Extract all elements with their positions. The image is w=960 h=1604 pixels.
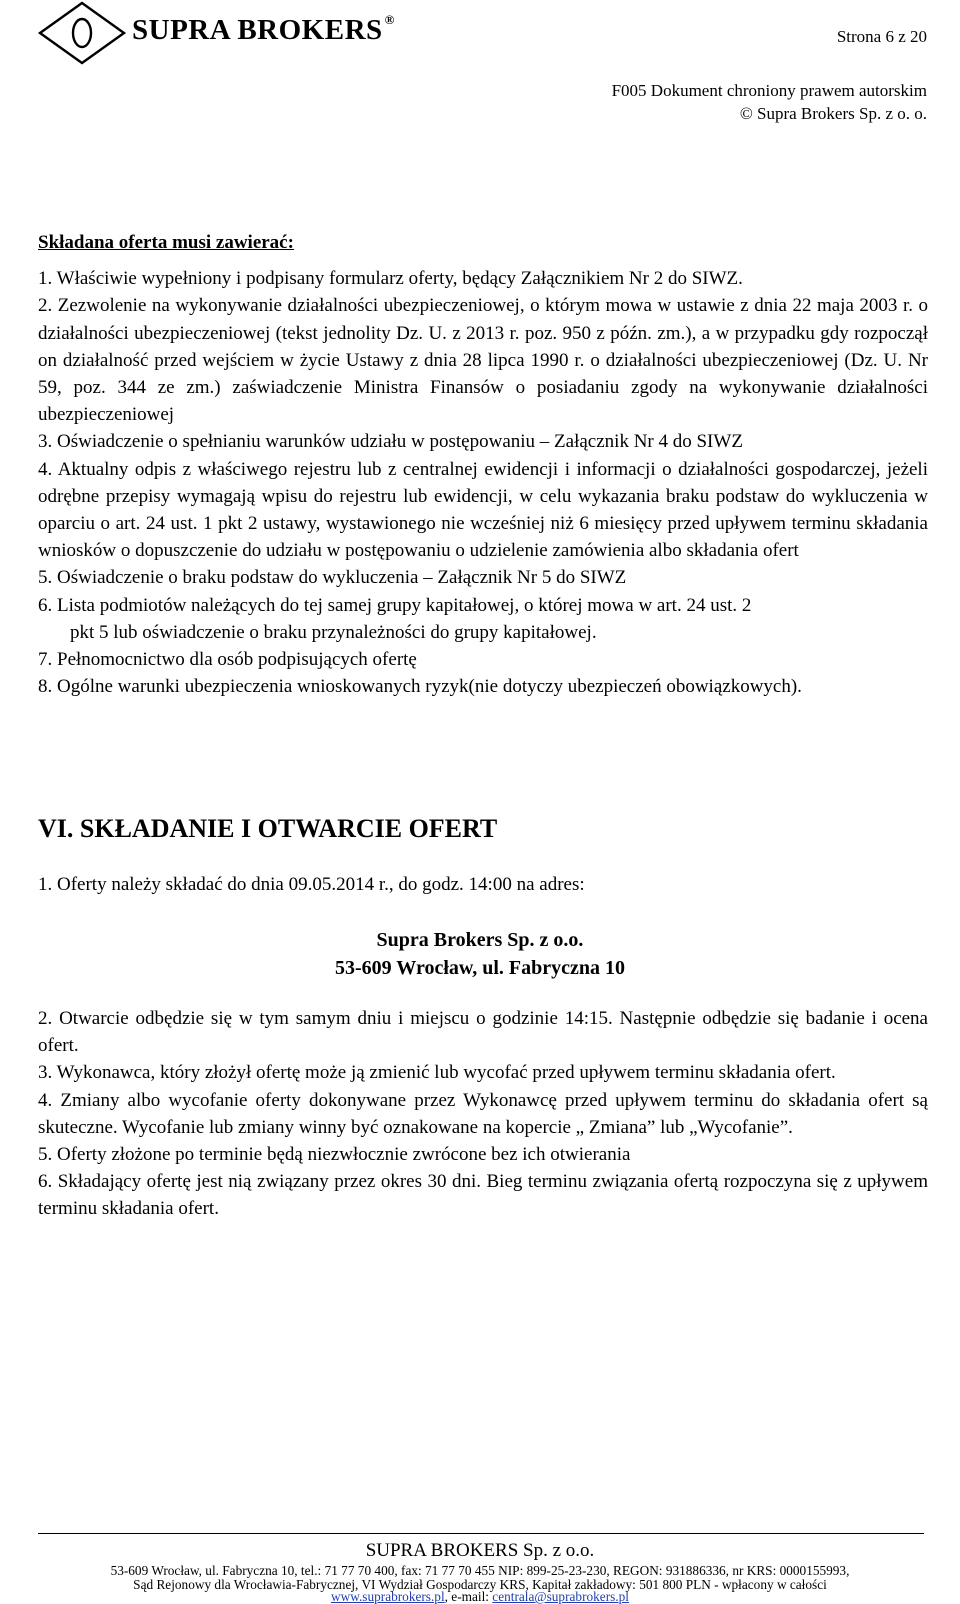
requirement-item-1: 1. Właściwie wypełniony i podpisany formularz oferty, będący Załącznikiem Nr 2 do SIWZ.: [38, 268, 743, 290]
section-item-3: 3. Wykonawca, który złożył ofertę może ją zmienić lub wycofać przed upływem terminu składania ofert.: [38, 1062, 836, 1084]
footer-company: SUPRA BROKERS Sp. z o.o.: [365, 1540, 595, 1561]
section-title: VI. SKŁADANIE I OTWARCIE OFERT: [38, 814, 498, 843]
requirement-item-6-line-1: 6. Lista podmiotów należących do tej samej grupy kapitałowej, o której mowa w art. 24 ust. 2: [38, 594, 752, 616]
brand-name: SUPRA BROKERS ®: [132, 12, 395, 46]
address-line-1: Supra Brokers Sp. z o.o.: [376, 929, 584, 951]
section-items: [38, 1005, 928, 1223]
footer-info-line-1: 53-609 Wrocław, ul. Fabryczna 10, tel.: 71 77 70 400, fax: 71 77 70 455 NIP: 899-25-23-230, REGON: 931886336, nr KRS: 0000155993,: [110, 1563, 850, 1578]
requirement-item-3: 3. Oświadczenie o spełnianiu warunków udziału w postępowaniu – Załącznik Nr 4 do SIWZ: [38, 431, 743, 453]
footer-divider: [38, 1533, 924, 1534]
requirement-item-4: 4. Aktualny odpis z właściwego rejestru lub z centralnej ewidencji i informacji o działalności gospodarczej, jeżeli odrębne przepisy wymagają wpisu do rejestru lub ewidencji, w celu wykazania braku podstaw do wykluczenia w oparciu o art. 24 ust. 1 pkt 2 ustawy, wystawionego nie wcześniej niż 6 miesięcy przed upływem terminu składania wniosków o dopuszczenie do udziału w postępowaniu o udzielenie zamówienia albo składania ofert: [38, 458, 928, 562]
requirement-item-8: 8. Ogólne warunki ubezpieczenia wnioskowanych ryzyk(nie dotyczy ubezpieczeń obowiązkowych).: [38, 676, 802, 698]
section-item-4: 4. Zmiany albo wycofanie oferty dokonywane przez Wykonawcę przed upływem terminu do składania ofert są skuteczne. Wycofanie lub zmiany winny być oznakowane na kopercie „ Zmiana” lub „Wycofanie”.: [38, 1089, 928, 1138]
section-item-6: 6. Składający ofertę jest nią związany przez okres 30 dni. Bieg terminu związania ofertą rozpoczyna się z upływem terminu składania ofert.: [38, 1171, 928, 1220]
copyright-notice: [612, 79, 927, 125]
section-item-5: 5. Oferty złożone po terminie będą niezwłocznie zwrócone bez ich otwierania: [38, 1144, 631, 1166]
requirement-item-6-line-2: pkt 5 lub oświadczenie o braku przynależności do grupy kapitałowej.: [70, 621, 597, 643]
section-item-1: 1. Oferty należy składać do dnia 09.05.2014 r., do godz. 14:00 na adres:: [38, 874, 585, 895]
footer-links: [0, 1590, 960, 1604]
section-item-2: 2. Otwarcie odbędzie się w tym samym dniu i miejscu o godzinie 14:15. Następnie odbędzie się badanie i ocena ofert.: [38, 1008, 928, 1057]
website-link[interactable]: www.suprabrokers.pl: [331, 1589, 445, 1604]
submission-deadline: [38, 871, 928, 898]
requirements-list: [38, 229, 928, 700]
registered-mark: ®: [384, 12, 395, 27]
requirement-item-7: 7. Pełnomocnictwo dla osób podpisujących ofertę: [38, 649, 417, 671]
footer-court-info: Sąd Rejonowy dla Wrocławia-Fabrycznej, VI Wydział Gospodarczy KRS, Kapitał zakładowy: 501 800 PLN - wpłacony w całości: [133, 1577, 827, 1592]
company-logo: [36, 0, 456, 66]
email-prefix: , e-mail:: [444, 1589, 493, 1604]
page-number: Strona 6 z 20: [836, 27, 927, 46]
address-line-2: 53-609 Wrocław, ul. Fabryczna 10: [335, 957, 625, 979]
email-link[interactable]: centrala@suprabrokers.pl: [492, 1589, 629, 1604]
submission-address: [0, 926, 960, 982]
notice-line-1: F005 Dokument chroniony prawem autorskim: [611, 81, 927, 100]
requirements-heading: Składana oferta musi zawierać:: [38, 232, 294, 253]
notice-line-2: © Supra Brokers Sp. z o. o.: [739, 104, 927, 123]
requirement-item-5: 5. Oświadczenie o braku podstaw do wykluczenia – Załącznik Nr 5 do SIWZ: [38, 567, 627, 589]
logo-emblem-icon: [36, 0, 128, 66]
requirement-item-2: 2. Zezwolenie na wykonywanie działalności ubezpieczeniowej, o którym mowa w ustawie z dnia 22 maja 2003 r. o działalności ubezpieczeniowej (tekst jednolity Dz. U. z 2013 r. poz. 950 z późn. zm.), a w przypadku gdy rozpoczął on działalność przed wejściem w życie Ustawy z dnia 28 lipca 1990 r. o działalności ubezpieczeniowej (Dz. U. Nr 59, poz. 344 ze zm.) zaświadczenie Ministra Finansów o posiadaniu zgody na wykonywanie działalności ubezpieczeniowej: [38, 295, 928, 426]
